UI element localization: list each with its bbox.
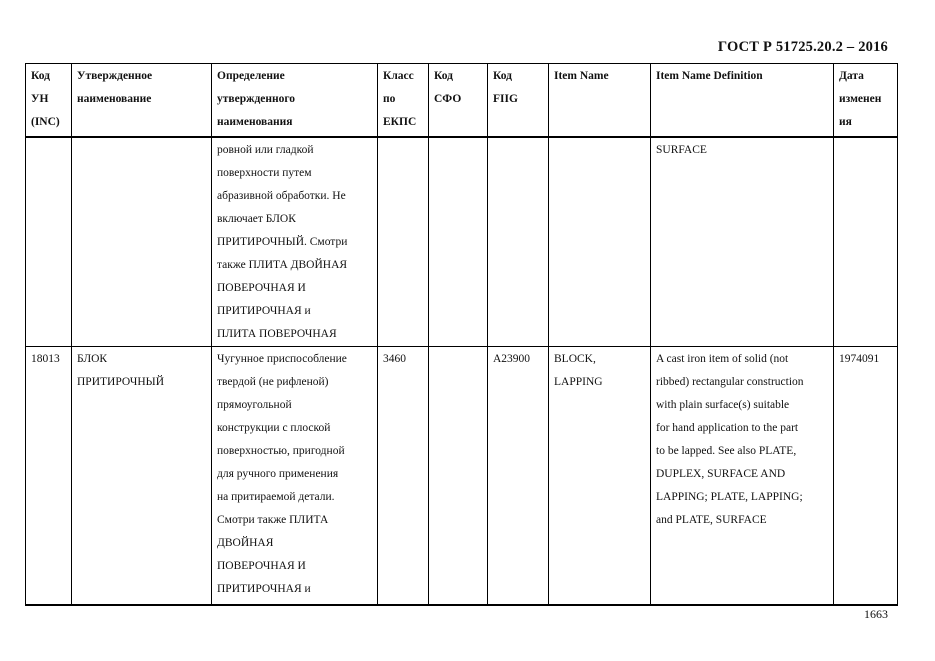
cell-approved-name: БЛОК ПРИТИРОЧНЫЙ xyxy=(72,347,212,606)
cell-definition: ровной или гладкой поверхности путем абразивной обработки. Не включает БЛОК ПРИТИРОЧНЫЙ. Смотри также ПЛИТА ДВОЙНАЯ ПОВЕРОЧНАЯ И ПРИТИРОЧНАЯ и ПЛИТА ПОВЕРОЧНАЯ xyxy=(212,137,378,347)
col-header-fiig-code: Код FIIG xyxy=(488,64,549,138)
col-header-sfo-code: Код СФО xyxy=(429,64,488,138)
cell-item-name-definition: A cast iron item of solid (not ribbed) rectangular construction with plain surface(s) suitable for hand application to the part to be lapped. See also PLATE, DUPLEX, SURFACE AND LAPPING; PLATE, LAPPING; and PLATE, SURFACE xyxy=(651,347,834,606)
col-header-change-date: Дата изменен ия xyxy=(834,64,898,138)
document-header: ГОСТ Р 51725.20.2 – 2016 xyxy=(717,39,888,55)
cell-change-date: 1974091 xyxy=(834,347,898,606)
col-header-ekps-class: Класс по ЕКПС xyxy=(378,64,429,138)
cell-approved-name xyxy=(72,137,212,347)
cell-sfo-code xyxy=(429,347,488,606)
table-row xyxy=(26,347,898,606)
cell-inc: 18013 xyxy=(26,347,72,606)
cell-ekps-class xyxy=(378,137,429,347)
cell-fiig-code xyxy=(488,137,549,347)
col-header-inc: Код УН (INC) xyxy=(26,64,72,138)
page-number: 1663 xyxy=(864,607,888,621)
table-header-row xyxy=(26,64,898,138)
cell-item-name-definition: SURFACE xyxy=(651,137,834,347)
cell-sfo-code xyxy=(429,137,488,347)
col-header-item-name: Item Name xyxy=(549,64,651,138)
col-header-item-name-definition: Item Name Definition xyxy=(651,64,834,138)
cell-item-name: BLOCK, LAPPING xyxy=(549,347,651,606)
table-row xyxy=(26,137,898,347)
col-header-definition: Определение утвержденного наименования xyxy=(212,64,378,138)
cell-ekps-class: 3460 xyxy=(378,347,429,606)
gost-table xyxy=(25,63,898,606)
cell-inc xyxy=(26,137,72,347)
col-header-approved-name: Утвержденное наименование xyxy=(72,64,212,138)
cell-change-date xyxy=(834,137,898,347)
cell-definition: Чугунное приспособление твердой (не рифленой) прямоугольной конструкции с плоской поверхностью, пригодной для ручного применения на притираемой детали. Смотри также ПЛИТА ДВОЙНАЯ ПОВЕРОЧНАЯ И ПРИТИРОЧНАЯ и xyxy=(212,347,378,606)
cell-item-name xyxy=(549,137,651,347)
cell-fiig-code: A23900 xyxy=(488,347,549,606)
